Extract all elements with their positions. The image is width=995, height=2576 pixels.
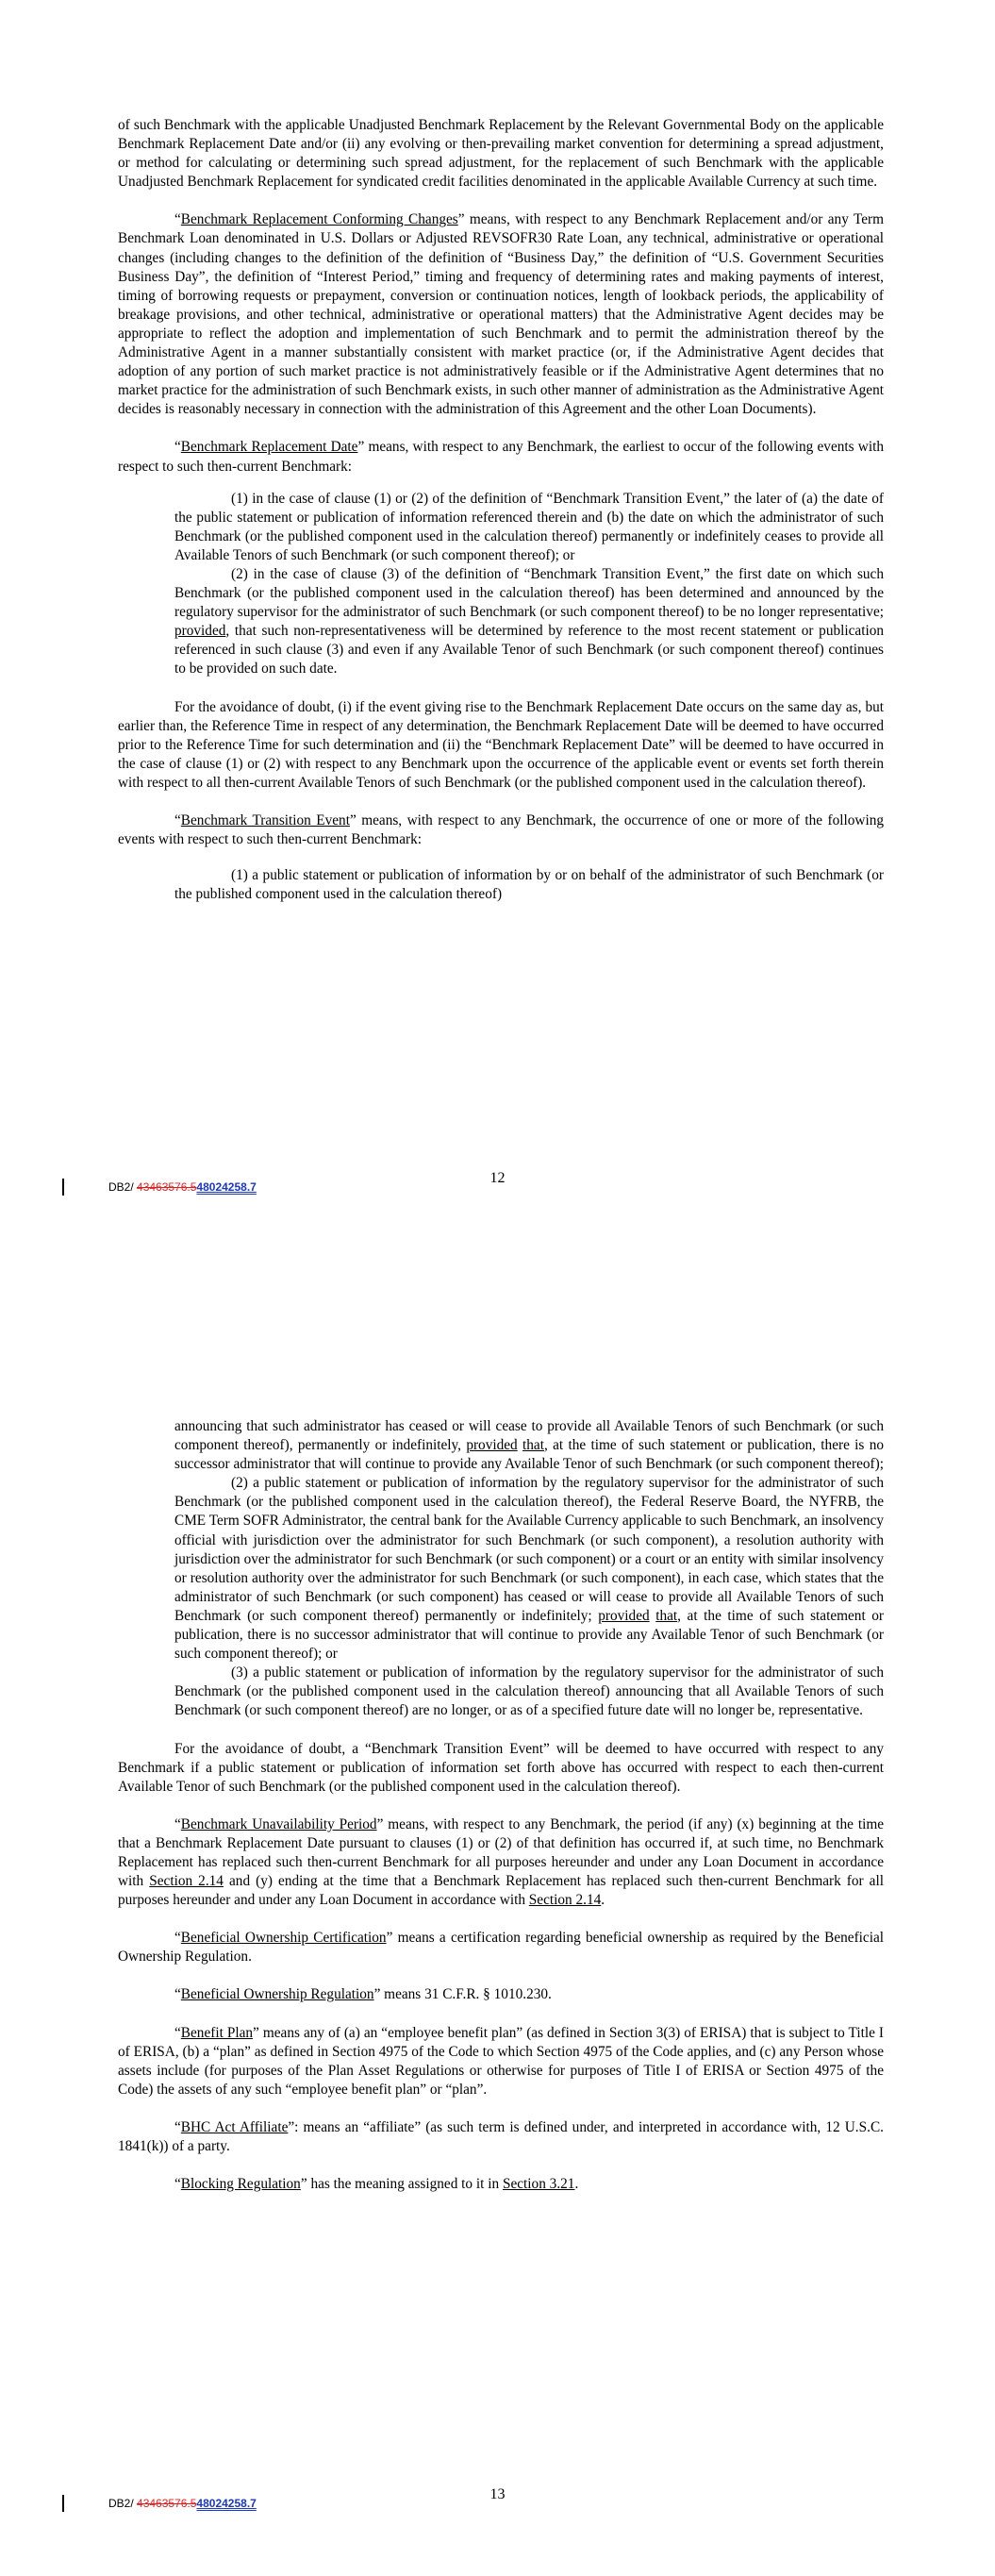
section-reference: Section 2.14 bbox=[149, 1873, 224, 1890]
document-id: DB2/ 43463576.548024258.7 bbox=[108, 2497, 257, 2510]
list-item: (1) in the case of clause (1) or (2) of the definition of “Benchmark Transition Event,” the later of (a) the date of the public statement or publication of information referenced therein and (b) the date on which the administrator of such Benchmark (or the published component used in the calculation thereof) permanently or indefinitely ceases to provide all Available Tenors of such Benchmark (or such component thereof); or bbox=[174, 490, 884, 563]
defined-term: Beneficial Ownership Regulation bbox=[180, 1986, 374, 2003]
list-item: (2) in the case of clause (3) of the definition of “Benchmark Transition Event,” the first date on which such Benchmark (or the published component used in the calculation thereof) has been determined and announced by the regulatory supervisor for the administrator of such Benchmark (or such component thereof) to be no longer representative; provided, that such non-representativeness will be determined by reference to the most recent statement or publication referenced in such clause (3) and even if any Available Tenor of such Benchmark (or such component thereof) continues to be provided on such date. bbox=[174, 565, 884, 677]
avoidance-paragraph: For the avoidance of doubt, (i) if the event giving rise to the Benchmark Replacement Date occurs on the same day as, but earlier than, the Reference Time in respect of any determination, the Benchmark Replacement Date will be deemed to have occurred prior to the Reference Time for such determination and (ii) the “Benchmark Replacement Date” will be deemed to have occurred in the case of clause (1) or (2) with respect to any Benchmark upon the occurrence of the applicable event or events set forth therein with respect to all then-current Available Tenors of such Benchmark (or the published component used in the calculation thereof). bbox=[118, 698, 884, 791]
list-item: (3) a public statement or publication of information by the regulatory supervisor for the administrator of such Benchmark (or the published component used in the calculation thereof) announcing that all Available Tenors of such Benchmark (or such component thereof) are no longer, or as of a specified future date will no longer be, representative. bbox=[174, 1664, 884, 1719]
definition-bhc-act-affiliate: “BHC Act Affiliate”: means an “affiliate” (as such term is defined under, and interpreted in accordance with, 12 U.S.C. 1841(k)) of a party. bbox=[118, 2118, 884, 2154]
definition-blocking-regulation: “Blocking Regulation” has the meaning assigned to it in Section 3.21. bbox=[174, 2176, 579, 2193]
list-item: (1) a public statement or publication of information by or on behalf of the administrator of such Benchmark (or the published component used in the calculation thereof) bbox=[174, 867, 884, 903]
page-13-body bbox=[118, 1417, 884, 2213]
paragraph-continuation: of such Benchmark with the applicable Unadjusted Benchmark Replacement by the Relevant Governmental Body on the applicable Benchmark Replacement Date and/or (ii) any evolving or then-prevailing market convention for determining a spread adjustment, or method for calculating or determining such spread adjustment, for the replacement of such Benchmark with the applicable Unadjusted Benchmark Replacement for syndicated credit facilities denominated in the applicable Available Currency at such time. bbox=[118, 117, 884, 191]
definition-benchmark-unavailability-period: “Benchmark Unavailability Period” means, with respect to any Benchmark, the period (if any) (x) beginning at the time that a Benchmark Replacement Date pursuant to clauses (1) or (2) of that definition has occurred if, at such time, no Benchmark Replacement has replaced such then-current Benchmark for all purposes hereunder and under any Loan Document in accordance with Section 2.14 and (y) ending at the time that a Benchmark Replacement has replaced such then-current Benchmark for all purposes hereunder and under any Loan Document in accordance with Section 2.14. bbox=[118, 1815, 885, 1909]
definition-benchmark-replacement-conforming-changes: “Benchmark Replacement Conforming Changes” means, with respect to any Benchmark Replacement and/or any Term Benchmark Loan denominated in U.S. Dollars or Adjusted REVSOFR30 Rate Loan, any technical, administrative or operational changes (including changes to the definition of the definition of “Business Day,” the definition of “U.S. Government Securities Business Day”, the definition of “Interest Period,” timing and frequency of determining rates and making payments of interest, timing of borrowing requests or prepayment, conversion or continuation notices, length of lookback periods, the applicability of breakage provisions, and other technical, administrative or operational matters) that the Administrative Agent decides may be appropriate to reflect the adoption and implementation of such Benchmark and to permit the administration thereof by the Administrative Agent in a manner substantially consistent with market practice (or, if the Administrative Agent decides that adoption of any portion of such market practice is not administratively feasible or if the Administrative Agent determines that no market practice for the administration of such Benchmark exists, in such other manner of administration as the Administrative Agent decides is reasonably necessary in connection with the administration of this Agreement and the other Loan Documents). bbox=[118, 211, 884, 418]
defined-term: Benefit Plan bbox=[180, 2024, 254, 2041]
definition-benchmark-replacement-date: “Benchmark Replacement Date” means, with respect to any Benchmark, the earliest to occur of the following events with respect to such then-current Benchmark: bbox=[118, 439, 884, 475]
section-reference: Section 3.21 bbox=[502, 2176, 575, 2193]
defined-term: Blocking Regulation bbox=[180, 2176, 301, 2193]
list-item-continuation: announcing that such administrator has ceased or will cease to provide all Available Tenors of such Benchmark (or such component thereof), permanently or indefinitely, provided that, at the time of such statement or publication, there is no successor administrator that will continue to provide any Available Tenor of such Benchmark (or such component thereof); bbox=[174, 1418, 884, 1473]
definition-benefit-plan: “Benefit Plan” means any of (a) an “employee benefit plan” (as defined in Section 3(3) of ERISA) that is subject to Title I of ERISA, (b) a “plan” as defined in Section 4975 of the Code to which Section 4975 of the Code applies, and (c) any Person whose assets include (for purposes of the Plan Asset Regulations or otherwise for purposes of Title I of ERISA or Section 4975 of the Code) the assets of any such “employee benefit plan” or “plan”. bbox=[118, 2024, 884, 2098]
defined-term: Benchmark Replacement Conforming Changes bbox=[180, 211, 458, 228]
avoidance-paragraph: For the avoidance of doubt, a “Benchmark Transition Event” will be deemed to have occurred with respect to any Benchmark if a public statement or publication of information set forth above has occurred with respect to each then-current Available Tenor of such Benchmark (or the published component used in the calculation thereof). bbox=[118, 1740, 884, 1795]
definition-beneficial-ownership-regulation: “Beneficial Ownership Regulation” means 31 C.F.R. § 1010.230. bbox=[174, 1986, 552, 2003]
page-number: 12 bbox=[489, 1170, 506, 1186]
defined-term: Benchmark Replacement Date bbox=[180, 439, 358, 456]
defined-term: Beneficial Ownership Certification bbox=[180, 1930, 387, 1947]
definition-benchmark-transition-event: “Benchmark Transition Event” means, with respect to any Benchmark, the occurrence of one or more of the following events with respect to such then-current Benchmark: bbox=[118, 812, 884, 848]
document-id: DB2/ 43463576.548024258.7 bbox=[108, 1180, 257, 1194]
page-number: 13 bbox=[489, 2486, 506, 2502]
defined-term: Benchmark Unavailability Period bbox=[180, 1815, 377, 1832]
list-item: (2) a public statement or publication of information by the regulatory supervisor for the administrator of such Benchmark (or the published component used in the calculation thereof), the Federal Reserve Board, the NYFRB, the CME Term SOFR Administrator, the central bank for the Available Currency applicable to such Benchmark, an insolvency official with jurisdiction over the administrator for such Benchmark (or such component), a resolution authority with jurisdiction over the administrator for such Benchmark (or such component) or a court or an entity with similar insolvency or resolution authority over the administrator for such Benchmark (or such component), in each case, which states that the administrator of such Benchmark (or such component) has ceased or will cease to provide all Available Tenors of such Benchmark (or such component thereof) permanently or indefinitely; provided that, at the time of such statement or publication, there is no successor administrator that will continue to provide any Available Tenor of such Benchmark (or such component thereof); or bbox=[174, 1475, 885, 1663]
defined-term: BHC Act Affiliate bbox=[180, 2118, 289, 2135]
page-13 bbox=[0, 1288, 995, 2576]
section-reference: Section 2.14 bbox=[528, 1892, 602, 1909]
defined-term: Benchmark Transition Event bbox=[180, 812, 350, 828]
definition-beneficial-ownership-certification: “Beneficial Ownership Certification” means a certification regarding beneficial ownership as required by the Beneficial Ownership Regulation. bbox=[118, 1930, 885, 1965]
page-12-body bbox=[118, 116, 884, 904]
